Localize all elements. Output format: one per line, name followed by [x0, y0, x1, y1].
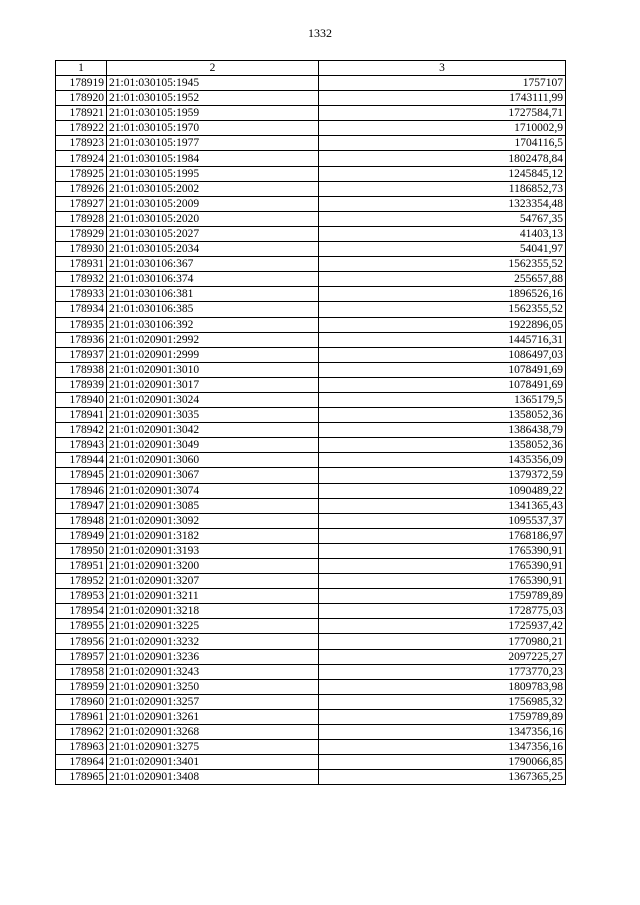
row-number-cell: 178953 [56, 589, 107, 604]
value-cell: 1367365,25 [319, 770, 566, 785]
row-number-cell: 178962 [56, 725, 107, 740]
row-number-cell: 178956 [56, 634, 107, 649]
column-header-3: 3 [319, 61, 566, 76]
table-row [56, 709, 566, 724]
cadastral-number-cell: 21:01:020901:3193 [107, 543, 319, 558]
value-cell: 1896526,16 [319, 287, 566, 302]
value-cell: 1922896,05 [319, 317, 566, 332]
value-cell: 1365179,5 [319, 392, 566, 407]
row-number-cell: 178929 [56, 226, 107, 241]
cadastral-number-cell: 21:01:020901:3060 [107, 453, 319, 468]
value-cell: 1809783,98 [319, 679, 566, 694]
value-cell: 1743111,99 [319, 91, 566, 106]
cadastral-number-cell: 21:01:020901:2999 [107, 347, 319, 362]
cadastral-number-cell: 21:01:020901:3035 [107, 408, 319, 423]
cadastral-number-cell: 21:01:030105:2002 [107, 181, 319, 196]
value-cell: 1245845,12 [319, 166, 566, 181]
table-row [56, 498, 566, 513]
row-number-cell: 178959 [56, 679, 107, 694]
cadastral-number-cell: 21:01:030106:381 [107, 287, 319, 302]
value-cell: 1078491,69 [319, 362, 566, 377]
row-number-cell: 178930 [56, 242, 107, 257]
value-cell: 1773770,23 [319, 664, 566, 679]
cadastral-number-cell: 21:01:030105:2034 [107, 242, 319, 257]
value-cell: 1790066,85 [319, 755, 566, 770]
table-row [56, 272, 566, 287]
table-row [56, 257, 566, 272]
row-number-cell: 178933 [56, 287, 107, 302]
table-row [56, 332, 566, 347]
table-row [56, 287, 566, 302]
cadastral-number-cell: 21:01:020901:3232 [107, 634, 319, 649]
table-row [56, 468, 566, 483]
cadastral-number-cell: 21:01:020901:3261 [107, 709, 319, 724]
row-number-cell: 178945 [56, 468, 107, 483]
table-row [56, 302, 566, 317]
table-row [56, 151, 566, 166]
value-cell: 1770980,21 [319, 634, 566, 649]
cadastral-number-cell: 21:01:030105:1952 [107, 91, 319, 106]
cadastral-number-cell: 21:01:020901:3049 [107, 438, 319, 453]
cadastral-number-cell: 21:01:020901:3042 [107, 423, 319, 438]
cadastral-number-cell: 21:01:020901:3211 [107, 589, 319, 604]
row-number-cell: 178948 [56, 513, 107, 528]
table-row [56, 136, 566, 151]
value-cell: 1759789,89 [319, 709, 566, 724]
row-number-cell: 178955 [56, 619, 107, 634]
value-cell: 1727584,71 [319, 106, 566, 121]
value-cell: 1445716,31 [319, 332, 566, 347]
cadastral-number-cell: 21:01:030105:1995 [107, 166, 319, 181]
row-number-cell: 178928 [56, 211, 107, 226]
value-cell: 1725937,42 [319, 619, 566, 634]
cadastral-number-cell: 21:01:020901:3207 [107, 574, 319, 589]
row-number-cell: 178934 [56, 302, 107, 317]
value-cell: 1358052,36 [319, 438, 566, 453]
value-cell: 1435356,09 [319, 453, 566, 468]
table-row [56, 513, 566, 528]
row-number-cell: 178946 [56, 483, 107, 498]
row-number-cell: 178936 [56, 332, 107, 347]
table-row [56, 226, 566, 241]
value-cell: 1757107 [319, 76, 566, 91]
table-row [56, 106, 566, 121]
cadastral-number-cell: 21:01:020901:3182 [107, 528, 319, 543]
cadastral-number-cell: 21:01:030105:1984 [107, 151, 319, 166]
row-number-cell: 178923 [56, 136, 107, 151]
row-number-cell: 178926 [56, 181, 107, 196]
table-row [56, 725, 566, 740]
row-number-cell: 178932 [56, 272, 107, 287]
table-row [56, 181, 566, 196]
value-cell: 54041,97 [319, 242, 566, 257]
row-number-cell: 178943 [56, 438, 107, 453]
row-number-cell: 178921 [56, 106, 107, 121]
cadastral-number-cell: 21:01:020901:3275 [107, 740, 319, 755]
value-cell: 255657,88 [319, 272, 566, 287]
cadastral-number-cell: 21:01:020901:3085 [107, 498, 319, 513]
value-cell: 1347356,16 [319, 725, 566, 740]
table-row [56, 121, 566, 136]
row-number-cell: 178960 [56, 694, 107, 709]
table-row [56, 166, 566, 181]
value-cell: 1710002,9 [319, 121, 566, 136]
row-number-cell: 178937 [56, 347, 107, 362]
cadastral-number-cell: 21:01:020901:3092 [107, 513, 319, 528]
row-number-cell: 178952 [56, 574, 107, 589]
value-cell: 1765390,91 [319, 559, 566, 574]
value-cell: 1562355,52 [319, 302, 566, 317]
table-row [56, 770, 566, 785]
row-number-cell: 178944 [56, 453, 107, 468]
cadastral-number-cell: 21:01:030105:2027 [107, 226, 319, 241]
table-row [56, 91, 566, 106]
table-row [56, 589, 566, 604]
cadastral-number-cell: 21:01:020901:3010 [107, 362, 319, 377]
table-header [56, 61, 566, 76]
table-row [56, 543, 566, 558]
table-row [56, 483, 566, 498]
table-row [56, 362, 566, 377]
cadastral-number-cell: 21:01:030106:385 [107, 302, 319, 317]
value-cell: 1756985,32 [319, 694, 566, 709]
row-number-cell: 178938 [56, 362, 107, 377]
row-number-cell: 178924 [56, 151, 107, 166]
cadastral-number-cell: 21:01:020901:3236 [107, 649, 319, 664]
value-cell: 1186852,73 [319, 181, 566, 196]
value-cell: 41403,13 [319, 226, 566, 241]
cadastral-number-cell: 21:01:030105:2020 [107, 211, 319, 226]
cadastral-number-cell: 21:01:020901:3074 [107, 483, 319, 498]
cadastral-number-cell: 21:01:020901:3250 [107, 679, 319, 694]
value-cell: 1379372,59 [319, 468, 566, 483]
table-row [56, 423, 566, 438]
value-cell: 1358052,36 [319, 408, 566, 423]
cadastral-number-cell: 21:01:030105:1977 [107, 136, 319, 151]
table-row [56, 438, 566, 453]
row-number-cell: 178957 [56, 649, 107, 664]
cadastral-number-cell: 21:01:020901:3225 [107, 619, 319, 634]
table-row [56, 196, 566, 211]
cadastral-number-cell: 21:01:020901:3200 [107, 559, 319, 574]
cadastral-number-cell: 21:01:020901:3243 [107, 664, 319, 679]
cadastral-number-cell: 21:01:020901:3408 [107, 770, 319, 785]
table-row [56, 740, 566, 755]
row-number-cell: 178947 [56, 498, 107, 513]
table-row [56, 649, 566, 664]
row-number-cell: 178942 [56, 423, 107, 438]
value-cell: 1341365,43 [319, 498, 566, 513]
value-cell: 1704116,5 [319, 136, 566, 151]
table-row [56, 242, 566, 257]
cadastral-number-cell: 21:01:030106:374 [107, 272, 319, 287]
row-number-cell: 178939 [56, 377, 107, 392]
cadastral-number-cell: 21:01:030106:367 [107, 257, 319, 272]
cadastral-number-cell: 21:01:020901:3017 [107, 377, 319, 392]
cadastral-number-cell: 21:01:030105:1959 [107, 106, 319, 121]
value-cell: 1759789,89 [319, 589, 566, 604]
row-number-cell: 178964 [56, 755, 107, 770]
value-cell: 1078491,69 [319, 377, 566, 392]
row-number-cell: 178951 [56, 559, 107, 574]
row-number-cell: 178925 [56, 166, 107, 181]
table-body [56, 76, 566, 785]
row-number-cell: 178922 [56, 121, 107, 136]
cadastral-number-cell: 21:01:020901:3024 [107, 392, 319, 407]
cadastral-number-cell: 21:01:020901:3218 [107, 604, 319, 619]
table-row [56, 604, 566, 619]
column-header-2: 2 [107, 61, 319, 76]
cadastral-number-cell: 21:01:020901:3268 [107, 725, 319, 740]
row-number-cell: 178940 [56, 392, 107, 407]
value-cell: 1386438,79 [319, 423, 566, 438]
table-row [56, 664, 566, 679]
table-row [56, 574, 566, 589]
row-number-cell: 178958 [56, 664, 107, 679]
table-row [56, 453, 566, 468]
data-table [55, 60, 566, 785]
value-cell: 1086497,03 [319, 347, 566, 362]
row-number-cell: 178935 [56, 317, 107, 332]
value-cell: 1090489,22 [319, 483, 566, 498]
row-number-cell: 178927 [56, 196, 107, 211]
cadastral-number-cell: 21:01:020901:2992 [107, 332, 319, 347]
row-number-cell: 178941 [56, 408, 107, 423]
value-cell: 1802478,84 [319, 151, 566, 166]
table-row [56, 619, 566, 634]
value-cell: 1323354,48 [319, 196, 566, 211]
cadastral-number-cell: 21:01:020901:3401 [107, 755, 319, 770]
row-number-cell: 178919 [56, 76, 107, 91]
row-number-cell: 178950 [56, 543, 107, 558]
table-row [56, 347, 566, 362]
row-number-cell: 178963 [56, 740, 107, 755]
value-cell: 1562355,52 [319, 257, 566, 272]
value-cell: 54767,35 [319, 211, 566, 226]
table-row [56, 377, 566, 392]
column-header-1: 1 [56, 61, 107, 76]
value-cell: 1768186,97 [319, 528, 566, 543]
header-row [56, 61, 566, 76]
table-row [56, 694, 566, 709]
row-number-cell: 178954 [56, 604, 107, 619]
cadastral-number-cell: 21:01:020901:3067 [107, 468, 319, 483]
table-row [56, 528, 566, 543]
row-number-cell: 178961 [56, 709, 107, 724]
row-number-cell: 178920 [56, 91, 107, 106]
table-row [56, 76, 566, 91]
cadastral-number-cell: 21:01:020901:3257 [107, 694, 319, 709]
table-row [56, 755, 566, 770]
table-row [56, 559, 566, 574]
row-number-cell: 178949 [56, 528, 107, 543]
table-row [56, 408, 566, 423]
table-row [56, 634, 566, 649]
value-cell: 1347356,16 [319, 740, 566, 755]
row-number-cell: 178965 [56, 770, 107, 785]
row-number-cell: 178931 [56, 257, 107, 272]
table-row [56, 211, 566, 226]
value-cell: 1728775,03 [319, 604, 566, 619]
cadastral-number-cell: 21:01:030105:1970 [107, 121, 319, 136]
cadastral-number-cell: 21:01:030106:392 [107, 317, 319, 332]
page-number: 1332 [308, 26, 332, 40]
value-cell: 1765390,91 [319, 574, 566, 589]
value-cell: 1095537,37 [319, 513, 566, 528]
cadastral-number-cell: 21:01:030105:1945 [107, 76, 319, 91]
table-row [56, 317, 566, 332]
value-cell: 1765390,91 [319, 543, 566, 558]
cadastral-number-cell: 21:01:030105:2009 [107, 196, 319, 211]
table-row [56, 392, 566, 407]
table-row [56, 679, 566, 694]
value-cell: 2097225,27 [319, 649, 566, 664]
